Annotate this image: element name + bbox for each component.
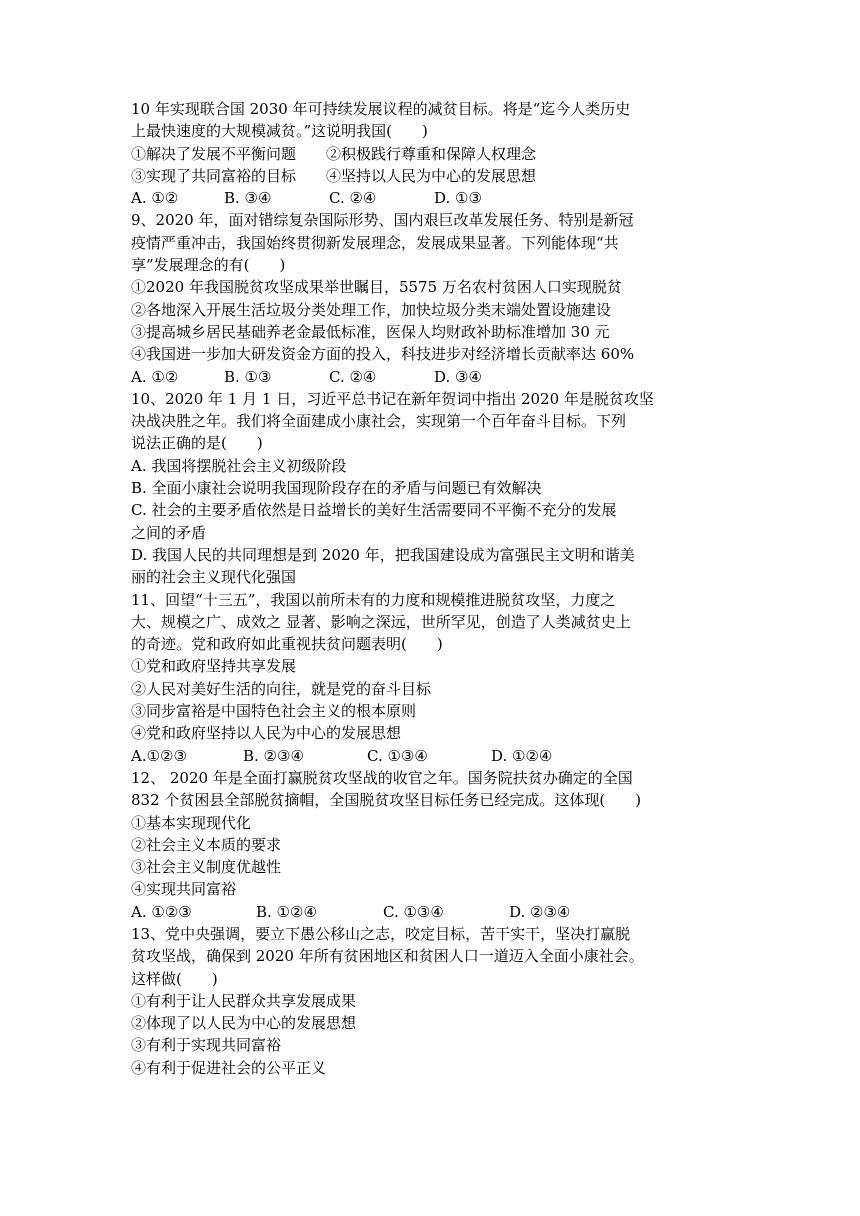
question-10-line-2: 决战决胜之年。我们将全面建成小康社会，实现第一个百年奋斗目标。下列	[131, 412, 627, 431]
question-10-option-d-line-2: 丽的社会主义现代化强国	[131, 568, 297, 587]
question-13-stem-line-1: 13、党中央强调，要立下愚公移山之志，咬定目标，苦干实干，坚决打赢脱	[131, 924, 631, 943]
question-12-statement-4: ④实现共同富裕	[131, 880, 237, 899]
question-8-options	[131, 187, 732, 209]
question-8	[131, 98, 732, 209]
question-13-statement-3: ③有利于实现共同富裕	[131, 1036, 282, 1055]
question-10-line-1: 10、2020 年 1 月 1 日，习近平总书记在新年贺词中指出 2020 年是脱贫攻坚	[131, 389, 654, 408]
question-13-statement-1: ①有利于让人民群众共享发展成果	[131, 991, 357, 1010]
question-11-statement-4: ④党和政府坚持以人民为中心的发展思想	[131, 724, 402, 743]
option-b: B. ②③④	[243, 746, 304, 765]
question-8-statement-1: ①解决了发展不平衡问题 ②积极践行尊重和保障人权理念	[131, 144, 537, 163]
question-9	[131, 209, 732, 387]
question-12-stem-line-1: 12、 2020 年是全面打赢脱贫攻坚战的收官之年。国务院扶贫办确定的全国	[131, 768, 633, 787]
option-a: A. ①②③	[131, 902, 192, 921]
option-a: A. ①②	[131, 367, 179, 386]
question-10-option-c-line-2: 之间的矛盾	[131, 523, 207, 542]
option-b: B. ①②④	[256, 902, 317, 921]
question-8-stem-line-1: 10 年实现联合国 2030 年可持续发展议程的减贫目标。将是“迄今人类历史	[131, 100, 631, 118]
question-10-option-a: A. 我国将摆脱社会主义初级阶段	[131, 456, 347, 475]
question-9-statement-4: ④我国进一步加大研发资金方面的投入，科技进步对经济增长贡献率达 60%	[131, 345, 635, 364]
option-c: C. ②④	[329, 189, 377, 208]
question-11-statement-2: ②人民对美好生活的向往，就是党的奋斗目标	[131, 679, 432, 698]
question-13-statement-2: ②体现了以人民为中心的发展思想	[131, 1014, 357, 1033]
question-11-options	[131, 745, 732, 767]
question-9-stem-line-2: 疫情严重冲击，我国始终贯彻新发展理念，发展成果显著。下列能体现“共	[131, 233, 619, 252]
option-d: D. ①③	[434, 189, 482, 208]
question-10-option-b: B. 全面小康社会说明我国现阶段存在的矛盾与问题已有效解决	[131, 479, 542, 498]
question-13-stem-line-2: 贫攻坚战，确保到 2020 年所有贫困地区和贫困人口一道迈入全面小康社会。	[131, 947, 644, 966]
question-9-statement-3: ③提高城乡居民基础养老金最低标准，医保人均财政补助标准增加 30 元	[131, 322, 610, 341]
question-12-stem-line-2: 832 个贫困县全部脱贫摘帽，全国脱贫攻坚目标任务已经完成。这体现( )	[131, 791, 642, 810]
option-b: B. ③④	[224, 189, 272, 208]
question-12-statement-2: ②社会主义本质的要求	[131, 835, 282, 854]
question-13-statement-4: ④有利于促进社会的公平正义	[131, 1058, 327, 1077]
question-9-stem-line-1: 9、2020 年，面对错综复杂国际形势、国内艰巨改革发展任务、特别是新冠	[131, 211, 634, 230]
option-d: D. ①②④	[491, 746, 553, 765]
question-11-statement-1: ①党和政府坚持共享发展	[131, 657, 297, 676]
question-10-option-d-line-1: D. 我国人民的共同理想是到 2020 年，把我国建设成为富强民主文明和谐美	[131, 545, 635, 564]
option-a: A.①②③	[131, 746, 187, 765]
question-12-options	[131, 901, 732, 923]
question-10	[131, 388, 732, 589]
option-d: D. ②③④	[509, 902, 571, 921]
question-13-stem-line-3: 这样做( )	[131, 969, 218, 988]
question-8-statement-2: ③实现了共同富裕的目标 ④坚持以人民为中心的发展思想	[131, 166, 537, 185]
option-b: B. ①③	[224, 367, 272, 386]
question-11-stem-line-1: 11、回望“十三五”，我国以前所未有的力度和规模推进脱贫攻坚，力度之	[131, 590, 616, 609]
question-10-option-c-line-1: C. 社会的主要矛盾依然是日益增长的美好生活需要同不平衡不充分的发展	[131, 501, 617, 520]
question-8-stem-line-2: 上最快速度的大规模减贫。”这说明我国( )	[131, 122, 428, 141]
question-9-statement-2: ②各地深入开展生活垃圾分类处理工作，加快垃圾分类末端处置设施建设	[131, 300, 612, 319]
option-c: C. ①③④	[367, 746, 428, 765]
question-11-stem-line-3: 的奇迹。党和政府如此重视扶贫问题表明( )	[131, 635, 443, 654]
option-d: D. ③④	[434, 367, 482, 386]
question-13	[131, 923, 732, 1079]
question-9-options	[131, 366, 732, 388]
question-9-stem-line-3: 享”发展理念的有( )	[131, 256, 286, 275]
option-c: C. ①③④	[383, 902, 444, 921]
option-c: C. ②④	[329, 367, 377, 386]
question-11-stem-line-2: 大、规模之广、成效之 显著、影响之深远，世所罕见，创造了人类减贫史上	[131, 612, 631, 631]
question-10-line-3: 说法正确的是( )	[131, 434, 263, 453]
question-9-statement-1: ①2020 年我国脱贫攻坚成果举世瞩目，5575 万名农村贫困人口实现脱贫	[131, 278, 622, 297]
option-a: A. ①②	[131, 189, 179, 208]
question-12-statement-3: ③社会主义制度优越性	[131, 858, 282, 877]
question-11	[131, 589, 732, 767]
question-12	[131, 767, 732, 923]
question-11-statement-3: ③同步富裕是中国特色社会主义的根本原则	[131, 702, 417, 721]
question-12-statement-1: ①基本实现现代化	[131, 813, 252, 832]
